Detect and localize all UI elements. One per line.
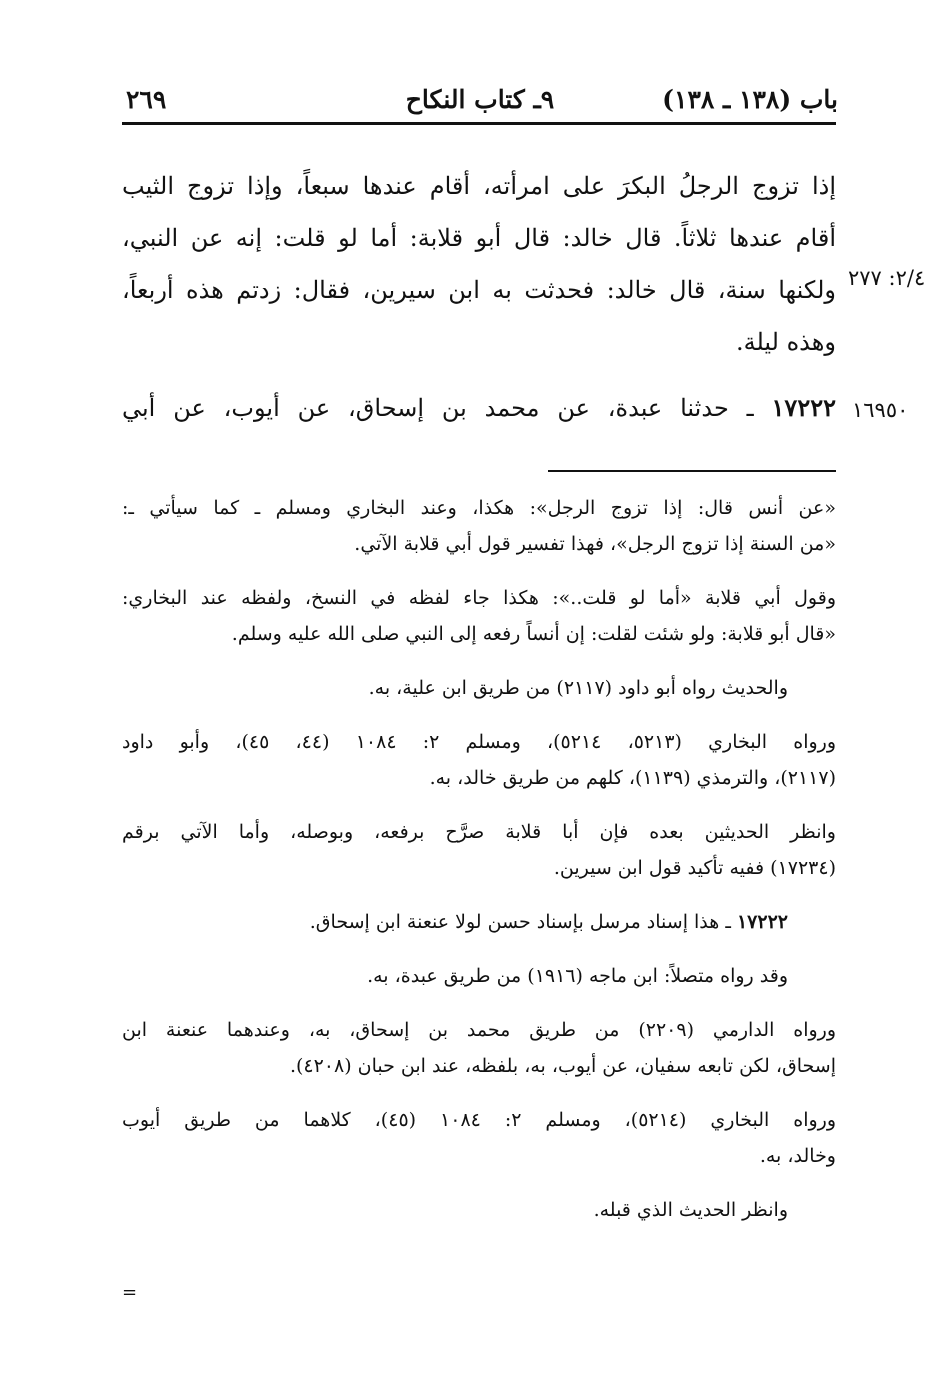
footnote-line: وقد رواه متصلاً: ابن ماجه (١٩١٦) من طريق عبدة، به. — [367, 965, 788, 987]
footnote-line: ورواه البخاري (٥٢١٤)، ومسلم ٢: ١٠٨٤ (٤٥)، كلاهما من طريق أيوب — [122, 1109, 837, 1131]
hadith-number: ١٧٢٢٢ — [771, 393, 836, 422]
page-number: ٢٦٩ — [126, 85, 167, 114]
footnote — [122, 490, 836, 562]
book-title: ٩ـ كتاب النكاح — [405, 85, 555, 114]
footnote-text: ـ هذا إسناد مرسل بإسناد حسن لولا عنعنة ابن إسحاق. — [309, 911, 731, 933]
main-line-1: إذا تزوج الرجلُ البكرَ على امرأته، أقام عندها سبعاً، وإذا تزوج الثيب — [122, 172, 836, 200]
footnote-line: ورواه الدارمي (٢٢٠٩) من طريق محمد بن إسحاق، به، وعندهما عنعنة ابن — [122, 1019, 837, 1041]
continuation-mark: = — [122, 1282, 138, 1303]
footnote — [122, 814, 836, 886]
footnote-line: «عن أنس قال: إذا تزوج الرجل»: هكذا، وعند البخاري ومسلم ـ كما سيأتي ـ: — [122, 497, 836, 519]
footnote — [122, 904, 836, 940]
footnote-divider — [548, 470, 836, 472]
footnote-line: والحديث رواه أبو داود (٢١١٧) من طريق ابن علية، به. — [368, 677, 788, 699]
hadith-entry — [122, 386, 836, 430]
main-line-2: أقام عندها ثلاثاً. قال خالد: قال أبو قلابة: أما لو قلت: إنه عن النبي، — [122, 224, 836, 252]
footnote-line: (٢١١٧)، والترمذي (١١٣٩)، كلهم من طريق خالد، به. — [429, 767, 836, 789]
main-line-3: ولكنها سنة، قال خالد: فحدثت به ابن سيرين، فقال: زدتم هذه أربعاً، — [122, 276, 836, 304]
footnote — [122, 670, 836, 706]
page-header — [122, 80, 838, 124]
footnote-line: إسحاق، لكن تابعه سفيان، عن أيوب، به، بلفظه، عند ابن حبان (٤٢٠٨). — [289, 1055, 836, 1077]
footnote — [122, 724, 836, 796]
main-text — [122, 160, 836, 368]
hadith-text: ـ حدثنا عبدة، عن محمد بن إسحاق، عن أيوب، عن أبي — [122, 394, 754, 422]
footnote — [122, 1012, 836, 1084]
footnote-line — [122, 904, 836, 940]
chapter-range: باب (١٣٨ ـ ١٣٨) — [662, 85, 838, 114]
footnote — [122, 1192, 836, 1228]
footnote — [122, 580, 836, 652]
margin-reference: ٢/٤: ٢٧٧ — [848, 266, 926, 290]
footnote-line: وخالد، به. — [759, 1145, 836, 1167]
footnote-line: (١٧٢٣٤) ففيه تأكيد قول ابن سيرين. — [553, 857, 836, 879]
footnote-line: وانظر الحديثين بعده فإن أبا قلابة صرَّح برفعه، وبوصله، وأما الآتي برقم — [122, 821, 836, 843]
footnote-line: وانظر الحديث الذي قبله. — [593, 1199, 788, 1221]
footnote-line: وقول أبي قلابة «أما لو قلت..»: هكذا جاء لفظه في النسخ، ولفظه عند البخاري: — [122, 587, 836, 609]
footnote-line: ورواه البخاري (٥٢١٣، ٥٢١٤)، ومسلم ٢: ١٠٨٤ (٤٤، ٤٥)، وأبو داود — [122, 731, 837, 753]
footnote-line: «من السنة إذا تزوج الرجل»، فهذا تفسير قول أبي قلابة الآتي. — [354, 533, 836, 555]
footnotes — [122, 490, 836, 1246]
header-divider — [122, 122, 836, 125]
footnote-hadith-number: ١٧٢٢٢ — [736, 911, 788, 933]
footnote-line: «قال أبو قلابة: ولو شئت لقلت: إن أنساً رفعه إلى النبي صلى الله عليه وسلم. — [231, 623, 836, 645]
main-line-4: وهذه ليلة. — [735, 328, 836, 356]
hadith-margin-reference: ١٦٩٥٠ — [852, 398, 909, 422]
footnote — [122, 958, 836, 994]
footnote — [122, 1102, 836, 1174]
